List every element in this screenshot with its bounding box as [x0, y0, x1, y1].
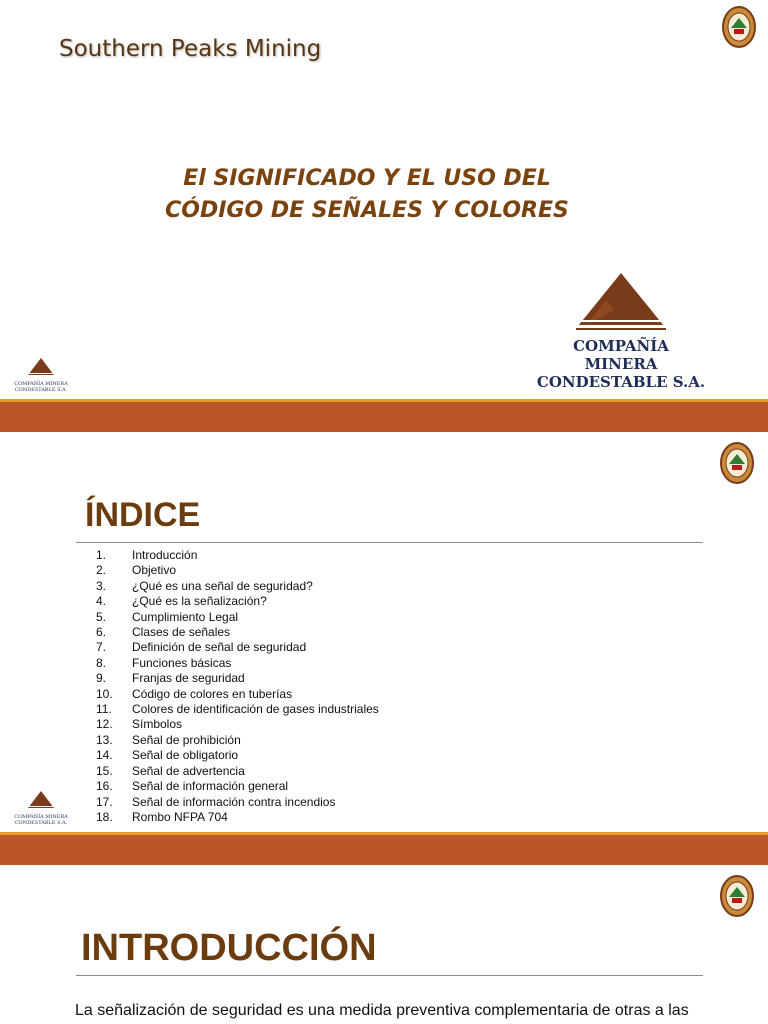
- footer-bar: [0, 399, 768, 432]
- index-item-label: Clases de señales: [132, 625, 231, 640]
- index-item-label: ¿Qué es la señalización?: [132, 594, 267, 609]
- index-item-label: Introducción: [132, 548, 198, 562]
- index-item-label: Colores de identificación de gases industriales: [132, 702, 379, 717]
- index-item: [96, 764, 379, 779]
- index-item: [96, 717, 379, 732]
- index-item: [96, 795, 379, 810]
- index-item-label: Rombo NFPA 704: [132, 809, 228, 824]
- index-item-number: 14.: [96, 748, 113, 763]
- index-item-label: Señal de información contra incendios: [132, 794, 336, 809]
- index-item: [96, 563, 379, 578]
- index-item: [96, 656, 379, 671]
- index-item-number: 10.: [96, 686, 113, 701]
- index-item: [96, 671, 379, 686]
- index-item-number: 16.: [96, 779, 113, 794]
- index-item-number: 15.: [96, 763, 113, 778]
- index-item-number: 7.: [96, 640, 107, 655]
- index-heading: ÍNDICE: [85, 496, 201, 534]
- small-logo: [10, 356, 72, 393]
- index-item-label: Señal de advertencia: [132, 763, 245, 778]
- index-item-number: 1.: [96, 548, 107, 562]
- index-item: [96, 733, 379, 748]
- index-item-number: 3.: [96, 578, 107, 593]
- small-logo: [10, 789, 72, 826]
- index-item-number: 13.: [96, 732, 113, 747]
- index-item-label: Definición de señal de seguridad: [132, 640, 307, 655]
- index-item-number: 2.: [96, 563, 107, 578]
- index-item-label: Funciones básicas: [132, 655, 232, 670]
- seal-icon: [722, 6, 756, 48]
- seal-icon: [720, 442, 754, 484]
- index-item: [96, 610, 379, 625]
- index-item: [96, 687, 379, 702]
- index-item-label: Cumplimiento Legal: [132, 609, 239, 624]
- index-item: [96, 748, 379, 763]
- heading-rule: [76, 975, 703, 976]
- index-item: [96, 640, 379, 655]
- mountain-logo-icon: [10, 789, 72, 809]
- index-slide: [0, 432, 768, 865]
- index-item-number: 6.: [96, 625, 107, 640]
- mountain-logo-icon: [536, 270, 706, 332]
- logo-text-line-2: CONDESTABLE S.A.: [536, 373, 706, 391]
- small-logo-line-1: COMPAÑÍA MINERA: [14, 381, 68, 387]
- title-slide: [0, 0, 768, 432]
- company-name: Southern Peaks Mining: [59, 36, 322, 62]
- index-item-number: 11.: [96, 702, 112, 717]
- index-item: [96, 810, 379, 825]
- index-item-label: Símbolos: [132, 717, 183, 732]
- index-item-number: 9.: [96, 671, 107, 686]
- index-item-label: Franjas de seguridad: [132, 671, 245, 686]
- index-item: [96, 594, 379, 609]
- presentation-title: [0, 163, 734, 227]
- index-item-number: 12.: [96, 717, 113, 732]
- company-logo: [536, 270, 706, 391]
- mountain-logo-icon: [10, 356, 72, 376]
- logo-text-line-1: COMPAÑÍA MINERA: [573, 337, 669, 373]
- index-item: [96, 548, 379, 563]
- index-item-number: 18.: [96, 809, 113, 824]
- index-item-label: Señal de información general: [132, 779, 289, 794]
- index-item-label: ¿Qué es una señal de seguridad?: [132, 578, 313, 593]
- index-item-number: 4.: [96, 594, 107, 609]
- small-logo-line-1: COMPAÑÍA MINERA: [14, 814, 68, 820]
- index-item-number: 5.: [96, 609, 107, 624]
- index-item: [96, 579, 379, 594]
- heading-rule: [76, 542, 703, 543]
- intro-slide: [0, 865, 768, 1024]
- index-item: [96, 625, 379, 640]
- title-line-1: El SIGNIFICADO Y EL USO DEL: [183, 166, 551, 191]
- small-logo-line-2: CONDESTABLE S.A.: [14, 820, 68, 826]
- index-item-number: 8.: [96, 655, 107, 670]
- seal-icon: [720, 875, 754, 917]
- index-list: [96, 548, 379, 825]
- small-logo-line-2: CONDESTABLE S.A.: [14, 387, 68, 393]
- footer-bar: [0, 832, 768, 865]
- index-item-number: 17.: [96, 794, 113, 809]
- index-item: [96, 702, 379, 717]
- intro-body-text: La señalización de seguridad es una medida preventiva complementaria de otras a las: [75, 1002, 689, 1019]
- title-line-2: CÓDIGO DE SEÑALES Y COLORES: [165, 198, 569, 223]
- index-item: [96, 779, 379, 794]
- intro-heading: INTRODUCCIÓN: [81, 927, 377, 969]
- index-item-label: Objetivo: [132, 563, 177, 578]
- index-item-label: Señal de prohibición: [132, 732, 241, 747]
- index-item-label: Código de colores en tuberías: [132, 686, 293, 701]
- index-item-label: Señal de obligatorio: [132, 748, 239, 763]
